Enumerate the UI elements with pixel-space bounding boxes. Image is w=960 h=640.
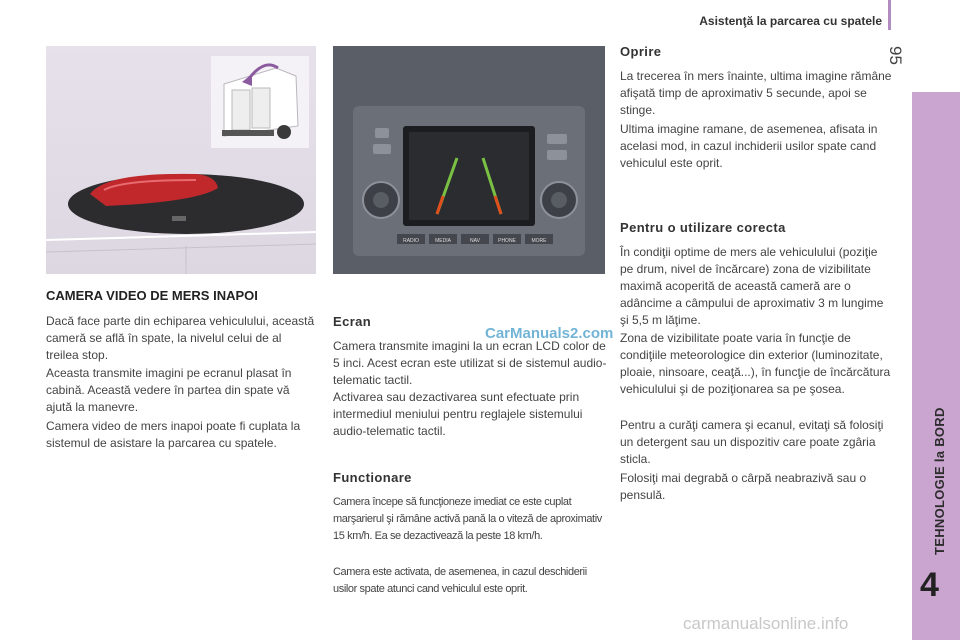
van-wheel-icon (277, 125, 291, 139)
power-button-icon (547, 150, 567, 160)
more-button-label: MORE (531, 238, 547, 244)
chapter-label: TEHNOLOGIE la BORD (932, 407, 947, 555)
van-door-right (252, 88, 270, 128)
rear-camera-illustration (46, 46, 316, 274)
functionare-paragraph-1: Camera începe să funcţioneze imediat ce este cuplat marşarierul şi rămâne activă pană la o viteză de aproximativ 15 km/h. Ea se dezactivează la peste 18 km/h. (333, 496, 602, 542)
oprire-paragraph-2: Ultima imagine ramane, de asemenea, afisata in acelasi mod, in cazul inchiderii usilor spate cand vehiculul este oprit. (620, 122, 878, 170)
dashboard-screen-illustration (333, 46, 605, 274)
chapter-sidebar (912, 92, 960, 640)
page-header-title: Asistenţă la parcarea cu spatele (699, 14, 882, 28)
ecran-paragraph-2: Activarea sau dezactivarea sunt efectuate prin intermediul meniului pentru reglajele sistemului audio-telematic tactil. (333, 390, 583, 438)
utilizare-paragraph-3: Pentru a curăţi camera şi ecanul, evitaţi să folosiţi un detergent sau un dispozitiv care poate zgâria sticla. (620, 418, 884, 466)
van-bumper (222, 130, 274, 136)
camera-lens-icon (172, 216, 186, 221)
rear-camera-drawing (46, 46, 316, 274)
camera-paragraph-3: Camera video de mers inapoi poate fi cuplata la sistemul de asistare la parcarea cu spatele. (46, 419, 301, 450)
utilizare-paragraph-4: Folosiţi mai degrabă o cârpă neabrazivă sau o pensulă. (620, 471, 867, 502)
van-door-left (232, 90, 250, 130)
phone-button-label: PHONE (498, 238, 516, 244)
chapter-number: 4 (920, 566, 939, 604)
watermark-carmanuals: CarManuals2.com (485, 325, 614, 342)
nav-button-label: NAV (470, 238, 480, 244)
utilizare-paragraph-2: Zona de vizibilitate poate varia în funcţie de condiţiile meteorologice din exterior (luminozitate, ploaie, ninsoare, ceaţă...), în funcţie de încărcătura vehiculului şi de poziţionarea sa pe şosea. (620, 331, 891, 396)
page-number: 95 (886, 46, 905, 65)
hazard-button-icon (375, 128, 389, 138)
section-heading-oprire: Oprire (620, 44, 662, 59)
camera-paragraph-2: Aceasta transmite imagini pe ecranul plasat în cabină. Această vedere în partea din spate vă ajută la manevre. (46, 366, 292, 414)
dashboard-drawing (333, 46, 605, 274)
radio-button-label: RADIO (403, 238, 419, 244)
media-button-label: MEDIA (435, 238, 451, 244)
oprire-paragraph-1: La trecerea în mers înainte, ultima imagine rămâne afişată timp de aproximativ 5 secunde, apoi se stinge. (620, 69, 892, 117)
watermark-footer: carmanualsonline.info (683, 614, 849, 633)
back-button-icon (547, 134, 567, 144)
section-heading-utilizare: Pentru o utilizare corecta (620, 220, 786, 235)
screen-buttons-row (397, 234, 553, 244)
functionare-paragraph-2: Camera este activata, de asemenea, in cazul deschiderii usilor spate atunci cand vehiculul este oprit. (333, 566, 587, 595)
utilizare-paragraph-1: În condiţii optime de mers ale vehiculului (poziţie pe drum, nivel de încărcare) zona de vizibilitate maximă acoperită de această cameră are o adâncime a câmpului de aproximativ 3 m lungime şi 5,5 m lăţime. (620, 245, 884, 327)
section-heading-camera: CAMERA VIDEO DE MERS INAPOI (46, 288, 258, 303)
header-accent-rule (888, 0, 891, 30)
mute-button-icon (373, 144, 391, 154)
ecran-paragraph-1: Camera transmite imagini la un ecran LCD color de 5 inci. Acest ecran este utilizat si de sistemul audio-telematic tactil. (333, 339, 607, 387)
section-heading-ecran: Ecran (333, 314, 372, 329)
section-heading-functionare: Functionare (333, 470, 412, 485)
camera-paragraph-1: Dacă face parte din echiparea vehiculului, această cameră se află în spate, la nivelul celui de al treilea stop. (46, 314, 315, 362)
